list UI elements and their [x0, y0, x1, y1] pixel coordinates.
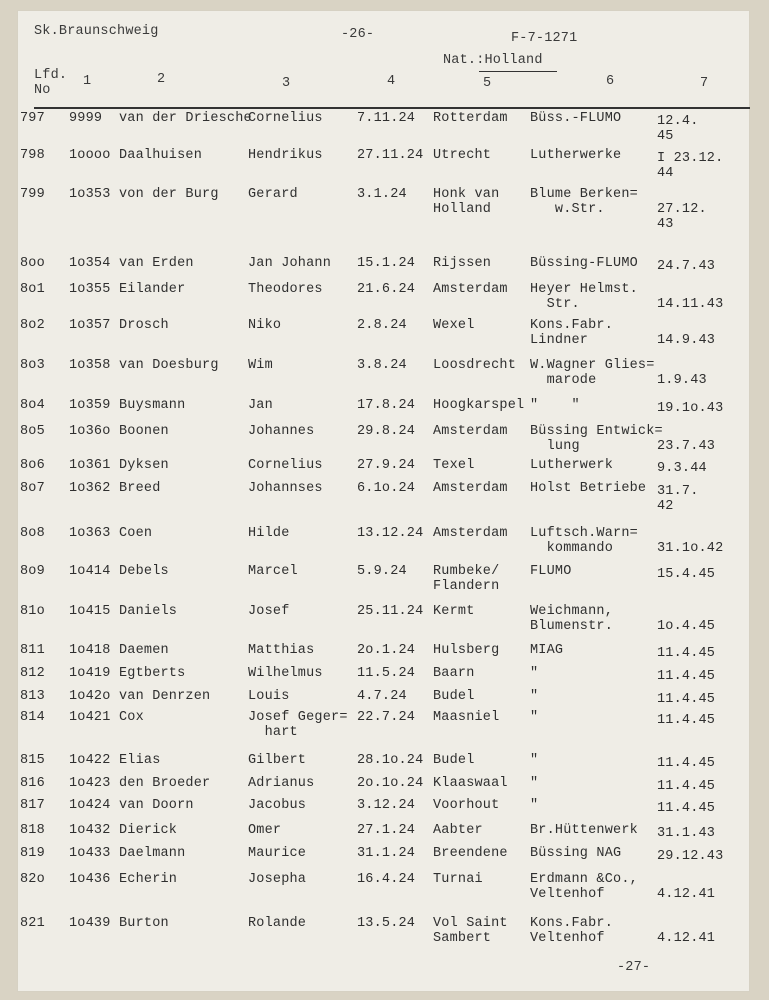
cell-nr: 8o2	[20, 318, 45, 333]
cell-place: Baarn	[433, 666, 475, 681]
cell-dob: 29.8.24	[357, 424, 416, 439]
nationality-label: Nat.:Holland	[443, 53, 543, 68]
page-number: -26-	[341, 27, 375, 42]
cell-num: 1o439	[69, 916, 111, 931]
cell-date: 4.12.41	[657, 887, 716, 902]
cell-dob: 13.5.24	[357, 916, 416, 931]
cell-surname: Daalhuisen	[119, 148, 203, 163]
cell-first: Rolande	[248, 916, 307, 931]
cell-first: Maurice	[248, 846, 307, 861]
cell-date: 11.4.45	[657, 779, 716, 794]
cell-num: 1o436	[69, 872, 111, 887]
column-number-5: 5	[483, 76, 492, 91]
lfd-label: Lfd.	[34, 68, 68, 83]
next-page-number: -27-	[617, 960, 651, 975]
cell-dob: 3.1.24	[357, 187, 407, 202]
cell-first: Cornelius	[248, 111, 323, 126]
cell-num: 1o362	[69, 481, 111, 496]
cell-nr: 8o5	[20, 424, 45, 439]
cell-place: Voorhout	[433, 798, 500, 813]
cell-date: 14.9.43	[657, 333, 716, 348]
column-number-1: 1	[83, 74, 92, 89]
cell-first: Josepha	[248, 872, 307, 887]
cell-place: Klaaswaal	[433, 776, 508, 791]
cell-employer: Br.Hüttenwerk	[530, 823, 638, 838]
cell-employer: "	[530, 798, 539, 813]
cell-nr: 818	[20, 823, 45, 838]
cell-dob: 2o.1o.24	[357, 776, 424, 791]
cell-place: Amsterdam	[433, 526, 508, 541]
cell-employer: Büssing NAG	[530, 846, 622, 861]
cell-place: Turnai	[433, 872, 483, 887]
cell-surname: van Denrzen	[119, 689, 211, 704]
cell-employer: Holst Betriebe	[530, 481, 647, 496]
cell-place: Rijssen	[433, 256, 492, 271]
cell-num: 1o36o	[69, 424, 111, 439]
cell-employer: "	[530, 689, 539, 704]
cell-date: I 23.12. 44	[657, 151, 724, 181]
cell-nr: 8oo	[20, 256, 45, 271]
cell-nr: 81o	[20, 604, 45, 619]
cell-surname: Burton	[119, 916, 169, 931]
cell-first: Omer	[248, 823, 282, 838]
cell-dob: 27.1.24	[357, 823, 416, 838]
cell-place: Kermt	[433, 604, 475, 619]
cell-surname: Debels	[119, 564, 169, 579]
cell-nr: 8o1	[20, 282, 45, 297]
cell-place: Rumbeke/ Flandern	[433, 564, 500, 594]
cell-dob: 6.1o.24	[357, 481, 416, 496]
cell-date: 11.4.45	[657, 646, 716, 661]
cell-employer: Blume Berken= w.Str.	[530, 187, 638, 217]
cell-first: Johannes	[248, 424, 315, 439]
cell-nr: 817	[20, 798, 45, 813]
cell-surname: van der Driesche	[119, 111, 252, 126]
cell-date: 1.9.43	[657, 373, 707, 388]
cell-num: 1o415	[69, 604, 111, 619]
cell-surname: Echerin	[119, 872, 178, 887]
cell-surname: Eilander	[119, 282, 186, 297]
cell-nr: 811	[20, 643, 45, 658]
cell-nr: 82o	[20, 872, 45, 887]
cell-place: Hulsberg	[433, 643, 500, 658]
cell-place: Amsterdam	[433, 424, 508, 439]
cell-num: 1o355	[69, 282, 111, 297]
cell-first: Marcel	[248, 564, 298, 579]
cell-first: Hendrikus	[248, 148, 323, 163]
cell-date: 29.12.43	[657, 849, 724, 864]
cell-place: Texel	[433, 458, 475, 473]
cell-employer: Heyer Helmst. Str.	[530, 282, 638, 312]
cell-surname: Drosch	[119, 318, 169, 333]
cell-place: Vol Saint Sambert	[433, 916, 508, 946]
cell-place: Loosdrecht	[433, 358, 517, 373]
cell-dob: 21.6.24	[357, 282, 416, 297]
cell-first: Niko	[248, 318, 282, 333]
cell-surname: van Doorn	[119, 798, 194, 813]
cell-first: Louis	[248, 689, 290, 704]
cell-place: Utrecht	[433, 148, 492, 163]
cell-dob: 31.1.24	[357, 846, 416, 861]
cell-date: 23.7.43	[657, 439, 716, 454]
cell-date: 11.4.45	[657, 801, 716, 816]
cell-place: Amsterdam	[433, 282, 508, 297]
cell-date: 27.12. 43	[657, 202, 707, 232]
cell-surname: Cox	[119, 710, 144, 725]
cell-nr: 8o8	[20, 526, 45, 541]
cell-nr: 798	[20, 148, 45, 163]
cell-surname: Daemen	[119, 643, 169, 658]
cell-num: 1o433	[69, 846, 111, 861]
cell-nr: 8o6	[20, 458, 45, 473]
cell-num: 1o424	[69, 798, 111, 813]
cell-dob: 5.9.24	[357, 564, 407, 579]
cell-place: Budel	[433, 753, 475, 768]
cell-place: Wexel	[433, 318, 475, 333]
cell-num: 1o418	[69, 643, 111, 658]
cell-nr: 821	[20, 916, 45, 931]
cell-date: 24.7.43	[657, 259, 716, 274]
cell-date: 11.4.45	[657, 756, 716, 771]
cell-surname: Daniels	[119, 604, 178, 619]
cell-first: Jan Johann	[248, 256, 332, 271]
cell-date: 31.1o.42	[657, 541, 724, 556]
column-number-3: 3	[282, 76, 291, 91]
cell-date: 4.12.41	[657, 931, 716, 946]
cell-date: 15.4.45	[657, 567, 716, 582]
cell-surname: Elias	[119, 753, 161, 768]
cell-num: 1o363	[69, 526, 111, 541]
cell-num: 1o354	[69, 256, 111, 271]
cell-surname: Coen	[119, 526, 153, 541]
cell-employer: Luftsch.Warn= kommando	[530, 526, 638, 556]
cell-first: Cornelius	[248, 458, 323, 473]
cell-date: 11.4.45	[657, 692, 716, 707]
cell-first: Matthias	[248, 643, 315, 658]
cell-date: 12.4. 45	[657, 114, 699, 144]
cell-employer: Lutherwerke	[530, 148, 622, 163]
cell-num: 1o357	[69, 318, 111, 333]
cell-nr: 797	[20, 111, 45, 126]
cell-nr: 815	[20, 753, 45, 768]
cell-dob: 3.12.24	[357, 798, 416, 813]
cell-num: 1o358	[69, 358, 111, 373]
cell-dob: 16.4.24	[357, 872, 416, 887]
cell-place: Rotterdam	[433, 111, 508, 126]
cell-place: Budel	[433, 689, 475, 704]
cell-first: Josef Geger= hart	[248, 710, 348, 740]
cell-first: Wim	[248, 358, 273, 373]
cell-nr: 816	[20, 776, 45, 791]
cell-nr: 812	[20, 666, 45, 681]
cell-employer: Büssing-FLUMO	[530, 256, 638, 271]
cell-employer: "	[530, 753, 539, 768]
cell-surname: Daelmann	[119, 846, 186, 861]
cell-dob: 2o.1.24	[357, 643, 416, 658]
cell-date: 11.4.45	[657, 669, 716, 684]
cell-dob: 27.9.24	[357, 458, 416, 473]
cell-employer: Weichmann, Blumenstr.	[530, 604, 614, 634]
cell-nr: 814	[20, 710, 45, 725]
cell-dob: 4.7.24	[357, 689, 407, 704]
cell-nr: 799	[20, 187, 45, 202]
cell-surname: van Erden	[119, 256, 194, 271]
cell-dob: 28.1o.24	[357, 753, 424, 768]
cell-nr: 8o4	[20, 398, 45, 413]
cell-num: 1o361	[69, 458, 111, 473]
cell-date: 31.7. 42	[657, 484, 699, 514]
nationality-underline	[479, 71, 557, 72]
cell-surname: van Doesburg	[119, 358, 219, 373]
no-label: No	[34, 83, 51, 98]
cell-surname: Buysmann	[119, 398, 186, 413]
cell-num: 1o414	[69, 564, 111, 579]
document-page	[17, 10, 750, 992]
cell-place: Breendene	[433, 846, 508, 861]
cell-num: 1o432	[69, 823, 111, 838]
cell-employer: " "	[530, 398, 580, 413]
column-number-4: 4	[387, 74, 396, 89]
cell-num: 1o421	[69, 710, 111, 725]
cell-dob: 7.11.24	[357, 111, 416, 126]
cell-place: Hoogkarspel	[433, 398, 525, 413]
cell-surname: von der Burg	[119, 187, 219, 202]
cell-surname: Boonen	[119, 424, 169, 439]
cell-first: Jacobus	[248, 798, 307, 813]
cell-employer: Kons.Fabr. Lindner	[530, 318, 614, 348]
cell-first: Theodores	[248, 282, 323, 297]
cell-first: Adrianus	[248, 776, 315, 791]
cell-nr: 8o7	[20, 481, 45, 496]
cell-first: Josef	[248, 604, 290, 619]
cell-first: Gilbert	[248, 753, 307, 768]
cell-surname: Egtberts	[119, 666, 186, 681]
location-header: Sk.Braunschweig	[34, 24, 159, 39]
cell-place: Amsterdam	[433, 481, 508, 496]
column-number-2: 2	[157, 72, 166, 87]
cell-date: 9.3.44	[657, 461, 707, 476]
cell-num: 1o422	[69, 753, 111, 768]
file-reference: F-7-1271	[511, 31, 578, 46]
cell-dob: 3.8.24	[357, 358, 407, 373]
cell-dob: 11.5.24	[357, 666, 416, 681]
cell-first: Jan	[248, 398, 273, 413]
cell-num: 1o353	[69, 187, 111, 202]
cell-nr: 8o9	[20, 564, 45, 579]
cell-employer: Erdmann &Co., Veltenhof	[530, 872, 638, 902]
cell-employer: FLUMO	[530, 564, 572, 579]
cell-date: 19.1o.43	[657, 401, 724, 416]
cell-employer: "	[530, 710, 539, 725]
cell-nr: 819	[20, 846, 45, 861]
column-number-6: 6	[606, 74, 615, 89]
cell-employer: Büss.-FLUMO	[530, 111, 622, 126]
cell-place: Maasniel	[433, 710, 500, 725]
cell-employer: "	[530, 666, 539, 681]
cell-surname: Dierick	[119, 823, 178, 838]
cell-employer: Lutherwerk	[530, 458, 614, 473]
cell-employer: MIAG	[530, 643, 564, 658]
cell-num: 1o359	[69, 398, 111, 413]
cell-employer: W.Wagner Glies= marode	[530, 358, 655, 388]
cell-employer: Büssing Entwick= lung	[530, 424, 663, 454]
cell-num: 9999	[69, 111, 103, 126]
cell-num: 1o423	[69, 776, 111, 791]
cell-place: Aabter	[433, 823, 483, 838]
cell-first: Wilhelmus	[248, 666, 323, 681]
cell-first: Gerard	[248, 187, 298, 202]
cell-num: 1oooo	[69, 148, 111, 163]
cell-surname: Dyksen	[119, 458, 169, 473]
cell-surname: den Broeder	[119, 776, 211, 791]
header-rule	[34, 107, 750, 109]
cell-date: 11.4.45	[657, 713, 716, 728]
cell-first: Johannses	[248, 481, 323, 496]
cell-date: 14.11.43	[657, 297, 724, 312]
cell-num: 1o42o	[69, 689, 111, 704]
cell-place: Honk van Holland	[433, 187, 500, 217]
cell-nr: 8o3	[20, 358, 45, 373]
cell-dob: 25.11.24	[357, 604, 424, 619]
cell-dob: 15.1.24	[357, 256, 416, 271]
cell-employer: Kons.Fabr. Veltenhof	[530, 916, 614, 946]
cell-dob: 22.7.24	[357, 710, 416, 725]
cell-surname: Breed	[119, 481, 161, 496]
cell-first: Hilde	[248, 526, 290, 541]
cell-dob: 17.8.24	[357, 398, 416, 413]
cell-dob: 27.11.24	[357, 148, 424, 163]
column-number-7: 7	[700, 76, 709, 91]
cell-date: 1o.4.45	[657, 619, 716, 634]
cell-employer: "	[530, 776, 539, 791]
cell-nr: 813	[20, 689, 45, 704]
cell-dob: 2.8.24	[357, 318, 407, 333]
cell-dob: 13.12.24	[357, 526, 424, 541]
cell-date: 31.1.43	[657, 826, 716, 841]
cell-num: 1o419	[69, 666, 111, 681]
